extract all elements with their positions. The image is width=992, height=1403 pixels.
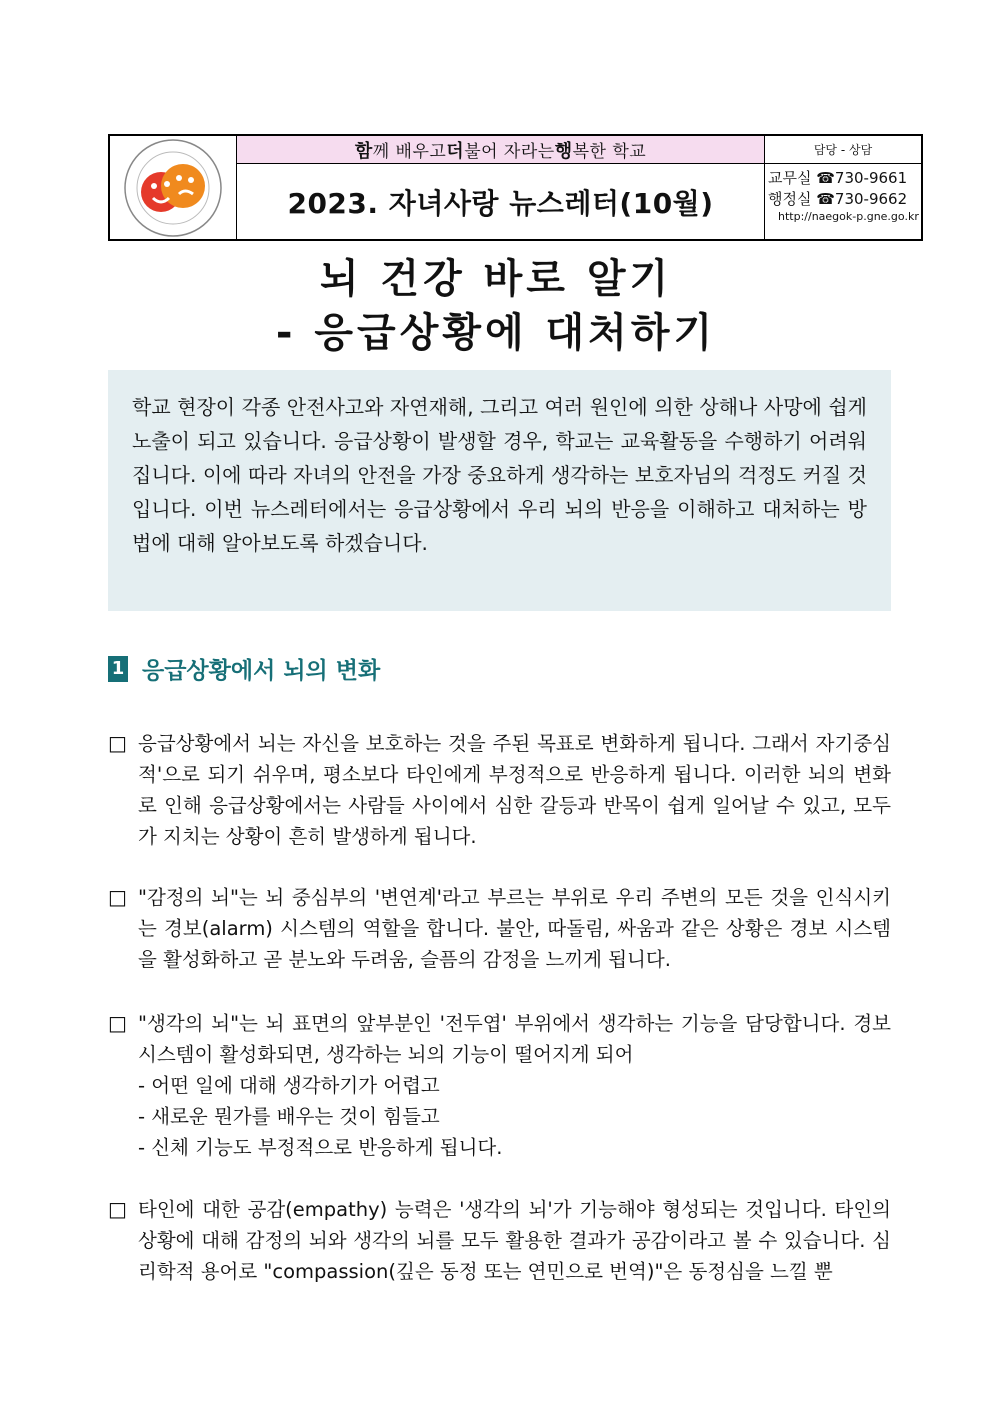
list-item: - 어떤 일에 대해 생각하기가 어렵고 (138, 1074, 440, 1097)
checkbox-marker: □ (108, 1197, 127, 1221)
school-emblem-icon (121, 136, 225, 240)
paragraph (108, 1008, 891, 1163)
paragraph (108, 728, 891, 852)
list-item: - 신체 기능도 부정적으로 반응하게 됩니다. (138, 1136, 503, 1159)
newsletter-header (108, 134, 923, 241)
list-item: - 새로운 뭔가를 배우는 것이 힘들고 (138, 1105, 440, 1128)
section-heading (108, 652, 380, 685)
paragraph (108, 882, 891, 975)
contact-line: 교무실 ☎730-9661 (768, 169, 908, 187)
contact-label: 담당 - 상담 (765, 136, 921, 164)
main-title (0, 252, 992, 360)
main-title-line2: - 응급상황에 대처하기 (275, 310, 717, 356)
paragraph-text: 타인에 대한 공감(empathy) 능력은 '생각의 뇌'가 기능해야 형성되는 것입니다. 타인의 상황에 대해 감정의 뇌와 생각의 뇌를 모두 활용한 결과가 공감이라고 볼 수 있습니다. 심리학적 용어로 "compassion(깊은 동정 또는 연민으로 번역)"은 동정심을 느낄 뿐 (138, 1198, 891, 1283)
school-slogan: 함 께 배우고 더 불어 자라는 행 복한 학교 (237, 136, 764, 164)
school-logo (110, 136, 237, 239)
section-number: 1 (108, 656, 128, 682)
checkbox-marker: □ (108, 885, 127, 909)
school-url[interactable]: http://naegok-p.gne.go.kr (778, 210, 919, 223)
paragraph-text: 응급상황에서 뇌는 자신을 보호하는 것을 주된 목표로 변화하게 됩니다. 그래서 자기중심적'으로 되기 쉬우며, 평소보다 타인에게 부정적으로 반응하게 됩니다. 이러한 뇌의 변화로 인해 응급상황에서는 사람들 사이에서 심한 갈등과 반목이 쉽게 일어날 수 있고, 모두가 지치는 상황이 흔히 발생하게 됩니다. (138, 732, 891, 848)
intro-box: 학교 현장이 각종 안전사고와 자연재해, 그리고 여러 원인에 의한 상해나 사망에 쉽게 노출이 되고 있습니다. 응급상황이 발생할 경우, 학교는 교육활동을 수행하기 어려워집니다. 이에 따라 자녀의 안전을 가장 중요하게 생각하는 보호자님의 걱정도 커질 것입니다. 이번 뉴스레터에서는 응급상황에서 우리 뇌의 반응을 이해하고 대처하는 방법에 대해 알아보도록 하겠습니다. (108, 370, 891, 611)
paragraph-text: "생각의 뇌"는 뇌 표면의 앞부분인 '전두엽' 부위에서 생각하는 기능을 담당합니다. 경보 시스템이 활성화되면, 생각하는 뇌의 기능이 떨어지게 되어 (138, 1012, 891, 1066)
checkbox-marker: □ (108, 1011, 127, 1035)
paragraph-text: "감정의 뇌"는 뇌 중심부의 '변연계'라고 부르는 부위로 우리 주변의 모든 것을 인식시키는 경보(alarm) 시스템의 역할을 합니다. 불안, 따돌림, 싸움과 같은 상황은 경보 시스템을 활성화하고 곧 분노와 두려움, 슬픔의 감정을 느끼게 됩니다. (138, 886, 891, 971)
paragraph (108, 1194, 891, 1287)
section-title: 응급상황에서 뇌의 변화 (142, 658, 381, 684)
contact-line: 행정실 ☎730-9662 (768, 190, 908, 208)
main-title-line1: 뇌 건강 바로 알기 (319, 256, 673, 302)
contact-info (765, 164, 921, 239)
newsletter-title: 2023. 자녀사랑 뉴스레터(10월) (287, 186, 714, 220)
checkbox-marker: □ (108, 731, 127, 755)
